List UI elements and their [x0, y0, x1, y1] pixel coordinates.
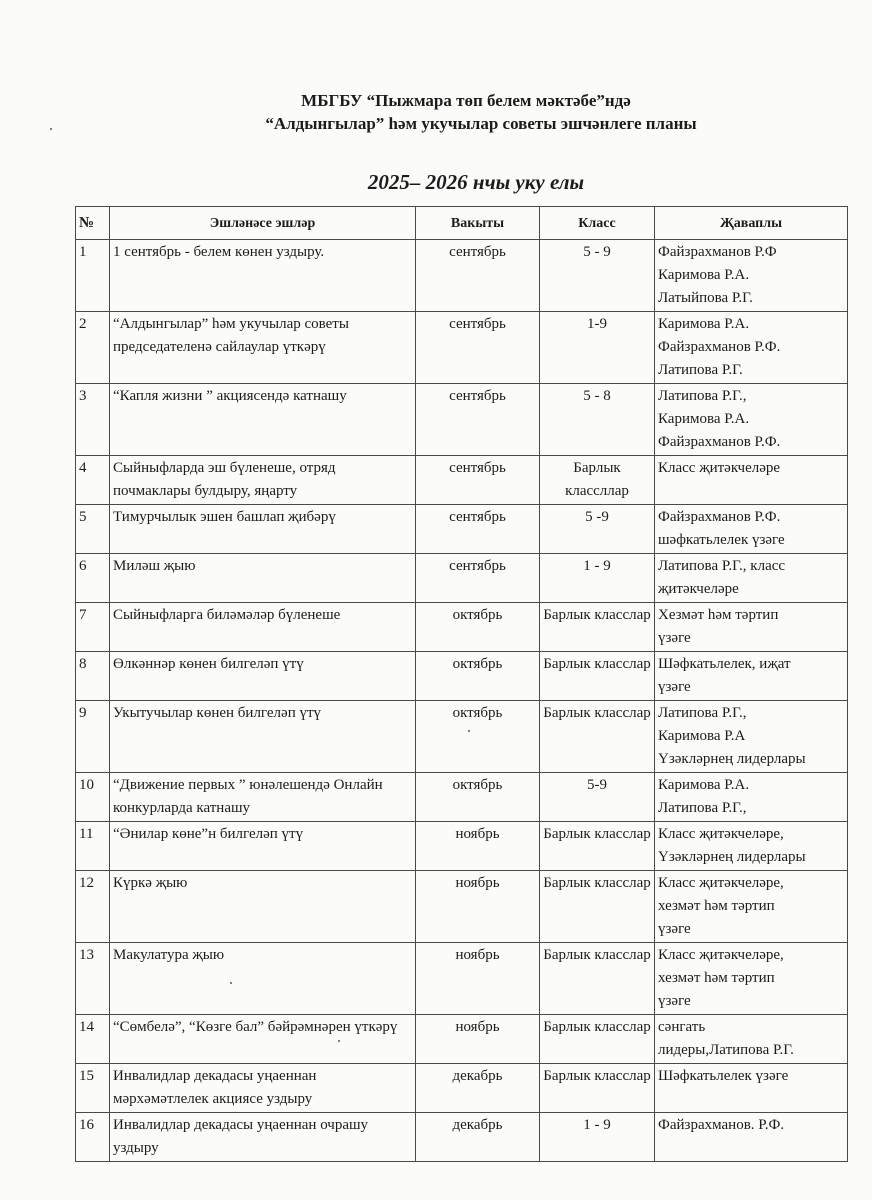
row-responsible	[655, 943, 848, 1015]
row-time: сентябрь	[416, 312, 540, 384]
responsible-line: хезмәт һәм тәртип	[658, 970, 775, 986]
row-activity: “Сөмбелә”, “Көзге бал” бәйрәмнәрен үткәрү	[110, 1015, 416, 1064]
table-row	[76, 773, 848, 822]
row-activity: Сыйныфларда эш бүленеше, отряд почмаклары булдыру, яңарту	[110, 456, 416, 505]
table-row	[76, 701, 848, 773]
school-year: 2025– 2026 нчы уку елы	[367, 170, 585, 194]
responsible-line: Файзрахманов. Р.Ф.	[658, 1117, 785, 1133]
row-activity: “Движение первых ” юнәлешендә Онлайн конкурларда катнашу	[110, 773, 416, 822]
row-class: 1 - 9	[540, 1113, 655, 1162]
row-activity: Инвалидлар декадасы уңаеннан очрашу уздыру	[110, 1113, 416, 1162]
table-row	[76, 505, 848, 554]
row-class: Барлык класслар	[540, 701, 655, 773]
row-responsible	[655, 652, 848, 701]
row-class: 5 -9	[540, 505, 655, 554]
column-header-responsible: Җаваплы	[655, 207, 848, 240]
row-time: сентябрь	[416, 384, 540, 456]
responsible-line: үзәге	[658, 679, 691, 695]
row-responsible	[655, 456, 848, 505]
table-row	[76, 652, 848, 701]
activity-plan-table	[75, 206, 848, 1162]
table-row	[76, 1064, 848, 1113]
responsible-line: Латипова Р.Г.,	[658, 388, 747, 404]
row-responsible	[655, 1015, 848, 1064]
row-responsible	[655, 773, 848, 822]
responsible-line: Латипова Р.Г.,	[658, 800, 747, 816]
row-class: Барлык классллар	[540, 456, 655, 505]
row-time: сентябрь	[416, 505, 540, 554]
responsible-line: Класс җитәкчеләре,	[658, 826, 784, 842]
row-activity: “Алдынгылар” һәм укучылар советы председателенә сайлаулар үткәрү	[110, 312, 416, 384]
row-number: 5	[76, 505, 110, 554]
responsible-line: Үзәкләрнең лидерлары	[658, 751, 806, 767]
responsible-line: җитәкчеләре	[658, 581, 739, 597]
row-number: 9	[76, 701, 110, 773]
row-time: ноябрь	[416, 871, 540, 943]
row-class: Барлык класслар	[540, 652, 655, 701]
row-number: 13	[76, 943, 110, 1015]
responsible-line: Класс җитәкчеләре	[658, 460, 781, 476]
row-activity: Инвалидлар декадасы уңаеннан мәрхәмәтлелек акциясе уздыру	[110, 1064, 416, 1113]
row-activity: Макулатура җыю	[110, 943, 416, 1015]
row-activity: Сыйныфларга биләмәләр бүленеше	[110, 603, 416, 652]
table-row	[76, 943, 848, 1015]
responsible-line: Файзрахманов Р.Ф.	[658, 339, 781, 355]
row-activity: 1 сентябрь - белем көнен уздыру.	[110, 240, 416, 312]
row-number: 11	[76, 822, 110, 871]
row-number: 16	[76, 1113, 110, 1162]
row-class: 5 - 8	[540, 384, 655, 456]
responsible-line: лидеры,Латипова Р.Г.	[658, 1042, 794, 1058]
responsible-line: Файзрахманов Р.Ф	[658, 244, 777, 260]
scan-speck	[50, 128, 52, 130]
responsible-line: Файзрахманов Р.Ф.	[658, 434, 781, 450]
row-responsible	[655, 1113, 848, 1162]
responsible-line: Латыйпова Р.Г.	[658, 290, 753, 306]
school-title: МБГБУ “Пыжмара төп белем мәктәбе”ндә	[301, 91, 631, 110]
table-row	[76, 1015, 848, 1064]
row-time: сентябрь	[416, 554, 540, 603]
responsible-line: Шәфкатьлелек үзәге	[658, 1068, 789, 1084]
responsible-line: хезмәт һәм тәртип	[658, 898, 775, 914]
row-responsible	[655, 1064, 848, 1113]
document-header	[0, 90, 872, 136]
row-responsible	[655, 822, 848, 871]
scan-speck	[468, 730, 470, 732]
row-class: Барлык класслар	[540, 603, 655, 652]
table-row	[76, 240, 848, 312]
table-row	[76, 456, 848, 505]
responsible-line: Хезмәт һәм тәртип	[658, 607, 779, 623]
row-number: 14	[76, 1015, 110, 1064]
row-time: октябрь	[416, 652, 540, 701]
row-responsible	[655, 701, 848, 773]
row-time: октябрь	[416, 701, 540, 773]
row-time: ноябрь	[416, 1015, 540, 1064]
row-activity: Укытучылар көнен билгеләп үтү	[110, 701, 416, 773]
responsible-line: Класс җитәкчеләре,	[658, 947, 784, 963]
table-row	[76, 871, 848, 943]
row-responsible	[655, 505, 848, 554]
responsible-line: үзәге	[658, 630, 691, 646]
responsible-line: сәнгать	[658, 1019, 706, 1035]
row-time: сентябрь	[416, 240, 540, 312]
row-activity: “Капля жизни ” акциясендә катнашу	[110, 384, 416, 456]
table-row	[76, 822, 848, 871]
responsible-line: Каримова Р.А	[658, 728, 746, 744]
row-number: 4	[76, 456, 110, 505]
responsible-line: Латипова Р.Г.,	[658, 705, 747, 721]
responsible-line: Каримова Р.А.	[658, 777, 750, 793]
row-class: 1-9	[540, 312, 655, 384]
row-time: ноябрь	[416, 822, 540, 871]
row-number: 10	[76, 773, 110, 822]
scan-speck	[338, 1040, 340, 1042]
responsible-line: үзәге	[658, 921, 691, 937]
row-class: 5-9	[540, 773, 655, 822]
row-class: 5 - 9	[540, 240, 655, 312]
row-time: октябрь	[416, 773, 540, 822]
responsible-line: Каримова Р.А.	[658, 316, 750, 332]
table-row	[76, 603, 848, 652]
table-row	[76, 312, 848, 384]
row-time: сентябрь	[416, 456, 540, 505]
row-class: Барлык класслар	[540, 871, 655, 943]
row-class: Барлык класслар	[540, 943, 655, 1015]
row-number: 1	[76, 240, 110, 312]
responsible-line: Файзрахманов Р.Ф.	[658, 509, 781, 525]
row-number: 8	[76, 652, 110, 701]
row-responsible	[655, 603, 848, 652]
table-header-row	[76, 207, 848, 240]
row-class: Барлык класслар	[540, 1064, 655, 1113]
row-responsible	[655, 871, 848, 943]
column-header-number: №	[76, 207, 110, 240]
row-number: 7	[76, 603, 110, 652]
row-responsible	[655, 384, 848, 456]
row-class: Барлык класслар	[540, 1015, 655, 1064]
column-header-class: Класс	[540, 207, 655, 240]
row-number: 2	[76, 312, 110, 384]
row-responsible	[655, 312, 848, 384]
row-time: декабрь	[416, 1113, 540, 1162]
table-row	[76, 384, 848, 456]
responsible-line: Каримова Р.А.	[658, 267, 750, 283]
responsible-line: шәфкатьлелек үзәге	[658, 532, 785, 548]
responsible-line: Үзәкләрнең лидерлары	[658, 849, 806, 865]
row-responsible	[655, 554, 848, 603]
row-time: ноябрь	[416, 943, 540, 1015]
responsible-line: Шәфкатьлелек, иҗат	[658, 656, 791, 672]
row-time: октябрь	[416, 603, 540, 652]
row-activity: Күркә җыю	[110, 871, 416, 943]
row-activity: Миләш җыю	[110, 554, 416, 603]
responsible-line: Класс җитәкчеләре,	[658, 875, 784, 891]
column-header-activity: Эшләнәсе эшләр	[110, 207, 416, 240]
responsible-line: үзәге	[658, 993, 691, 1009]
responsible-line: Латипова Р.Г., класс	[658, 558, 786, 574]
table-body	[76, 240, 848, 1162]
row-activity: “Әнилар көне”н билгеләп үтү	[110, 822, 416, 871]
row-activity: Тимурчылык эшен башлап җибәрү	[110, 505, 416, 554]
row-responsible	[655, 240, 848, 312]
table-row	[76, 554, 848, 603]
row-class: Барлык класслар	[540, 822, 655, 871]
row-time: декабрь	[416, 1064, 540, 1113]
column-header-time: Вакыты	[416, 207, 540, 240]
table-row	[76, 1113, 848, 1162]
row-number: 3	[76, 384, 110, 456]
plan-title: “Алдынгылар” һәм укучылар советы эшчәнлеге планы	[265, 114, 697, 133]
row-activity: Өлкәннәр көнен билгеләп үтү	[110, 652, 416, 701]
row-class: 1 - 9	[540, 554, 655, 603]
responsible-line: Каримова Р.А.	[658, 411, 750, 427]
scan-speck	[230, 982, 232, 984]
row-number: 15	[76, 1064, 110, 1113]
row-number: 12	[76, 871, 110, 943]
responsible-line: Латипова Р.Г.	[658, 362, 743, 378]
row-number: 6	[76, 554, 110, 603]
